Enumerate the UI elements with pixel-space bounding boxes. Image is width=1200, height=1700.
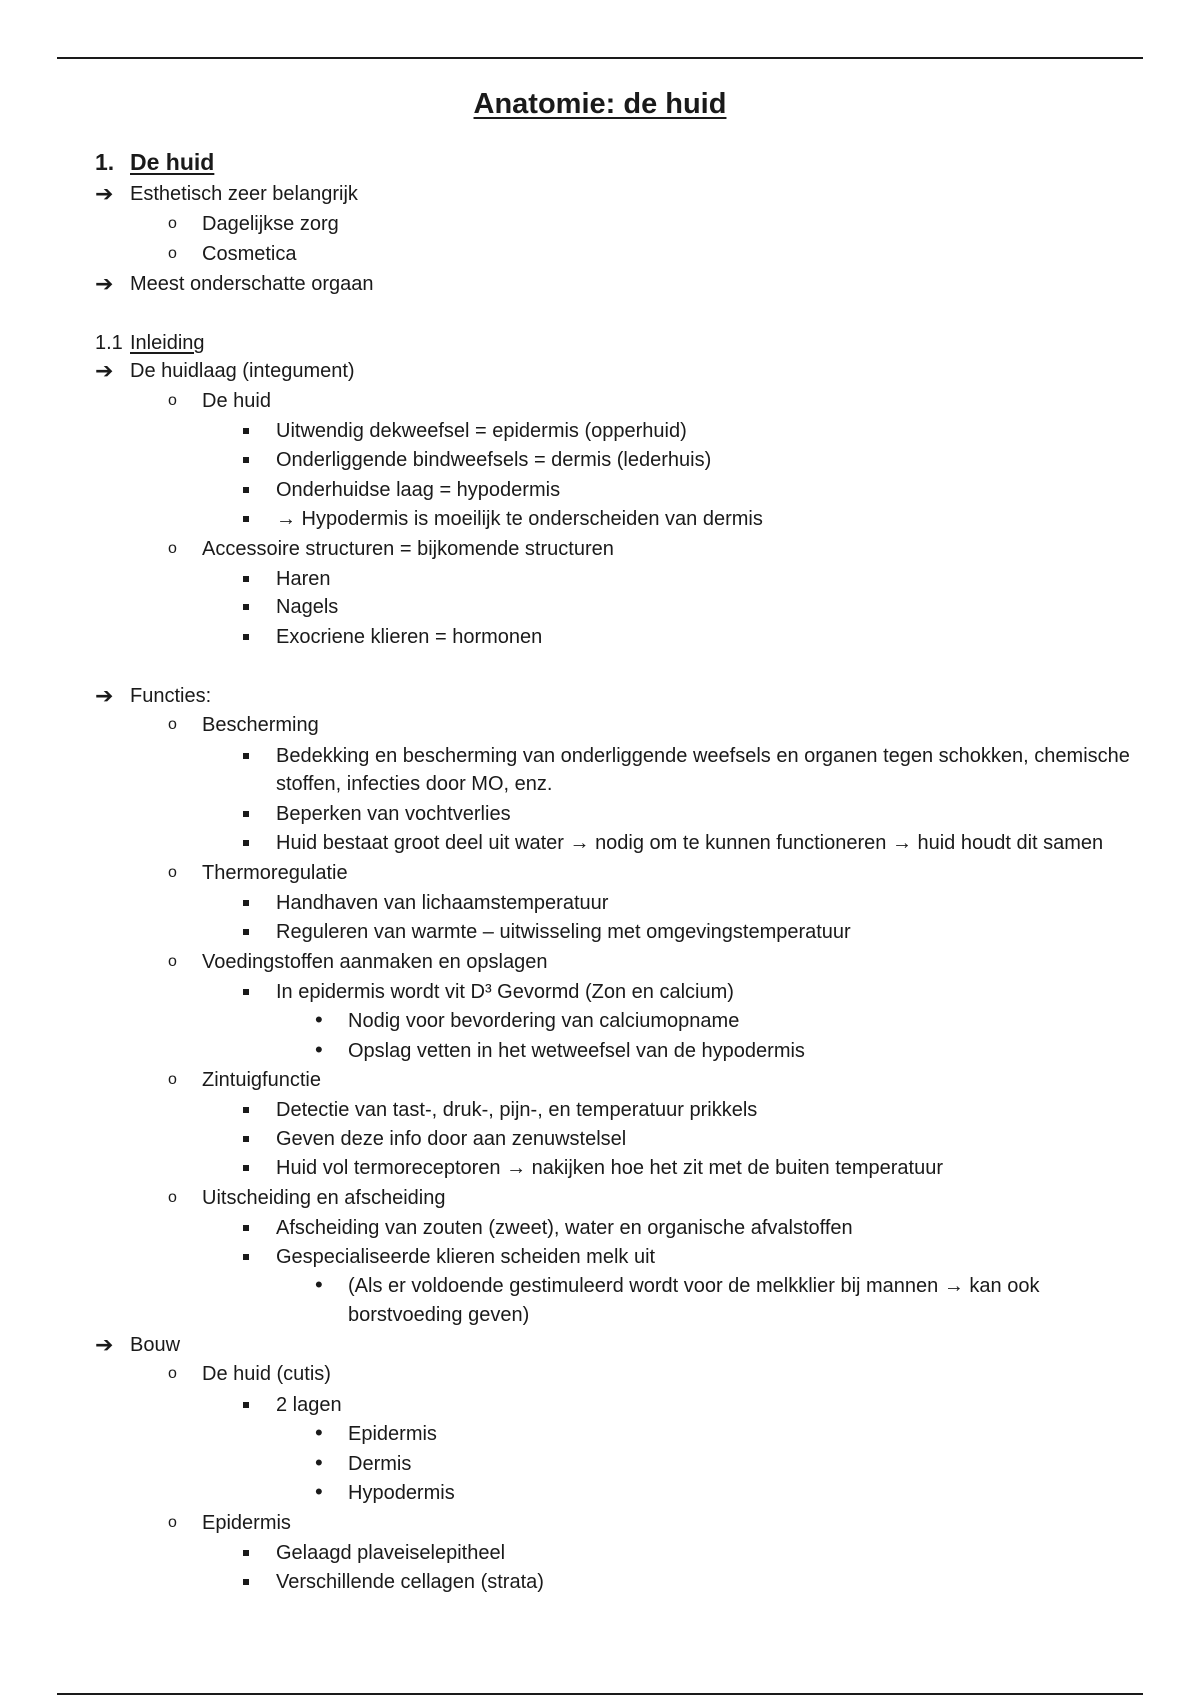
square-bullet-icon [243,487,249,493]
square-bullet-icon [243,1136,249,1142]
square-bullet-icon [243,840,249,846]
circle-bullet-icon: o [168,540,177,557]
square-bullet-icon [243,811,249,817]
dot-bullet-icon: • [315,1037,323,1062]
square-bullet-icon [243,1165,249,1171]
square-bullet-icon [243,634,249,640]
dot-bullet-icon: • [315,1479,323,1504]
dot-bullet-icon: • [315,1420,323,1445]
square-bullet-icon [243,1402,249,1408]
heading-number: 1. [95,149,115,175]
document-title: Anatomie: de huid [473,88,727,120]
dot-bullet-icon: • [315,1450,323,1475]
arrow-icon: ➔ [95,358,114,383]
heading-text: De huid [130,149,215,175]
circle-bullet-icon: o [168,392,177,409]
circle-bullet-icon: o [168,716,177,733]
arrow-icon: ➔ [95,271,114,296]
arrow-icon: ➔ [95,1332,114,1357]
arrow-icon: ➔ [95,181,114,206]
circle-bullet-icon: o [168,1365,177,1382]
square-bullet-icon [243,929,249,935]
square-bullet-icon [243,604,249,610]
square-bullet-icon [243,576,249,582]
circle-bullet-icon: o [168,215,177,232]
dot-bullet-icon: • [315,1272,323,1297]
dot-bullet-icon: • [315,1007,323,1032]
square-bullet-icon [243,1579,249,1585]
square-bullet-icon [243,1254,249,1260]
square-bullet-icon [243,1550,249,1556]
bottom-rule [57,1693,1143,1695]
square-bullet-icon [243,457,249,463]
circle-bullet-icon: o [168,1071,177,1088]
circle-bullet-icon: o [168,864,177,881]
circle-bullet-icon: o [168,245,177,262]
square-bullet-icon [243,900,249,906]
circle-bullet-icon: o [168,1514,177,1531]
top-rule [57,57,1143,59]
square-bullet-icon [243,1225,249,1231]
section-number: 1.1 [95,332,123,354]
square-bullet-icon [243,516,249,522]
arrow-icon: ➔ [95,683,114,708]
square-bullet-icon [243,753,249,759]
section-title: Inleiding [130,332,205,354]
circle-bullet-icon: o [168,1189,177,1206]
circle-bullet-icon: o [168,953,177,970]
square-bullet-icon [243,1107,249,1113]
square-bullet-icon [243,989,249,995]
square-bullet-icon [243,428,249,434]
